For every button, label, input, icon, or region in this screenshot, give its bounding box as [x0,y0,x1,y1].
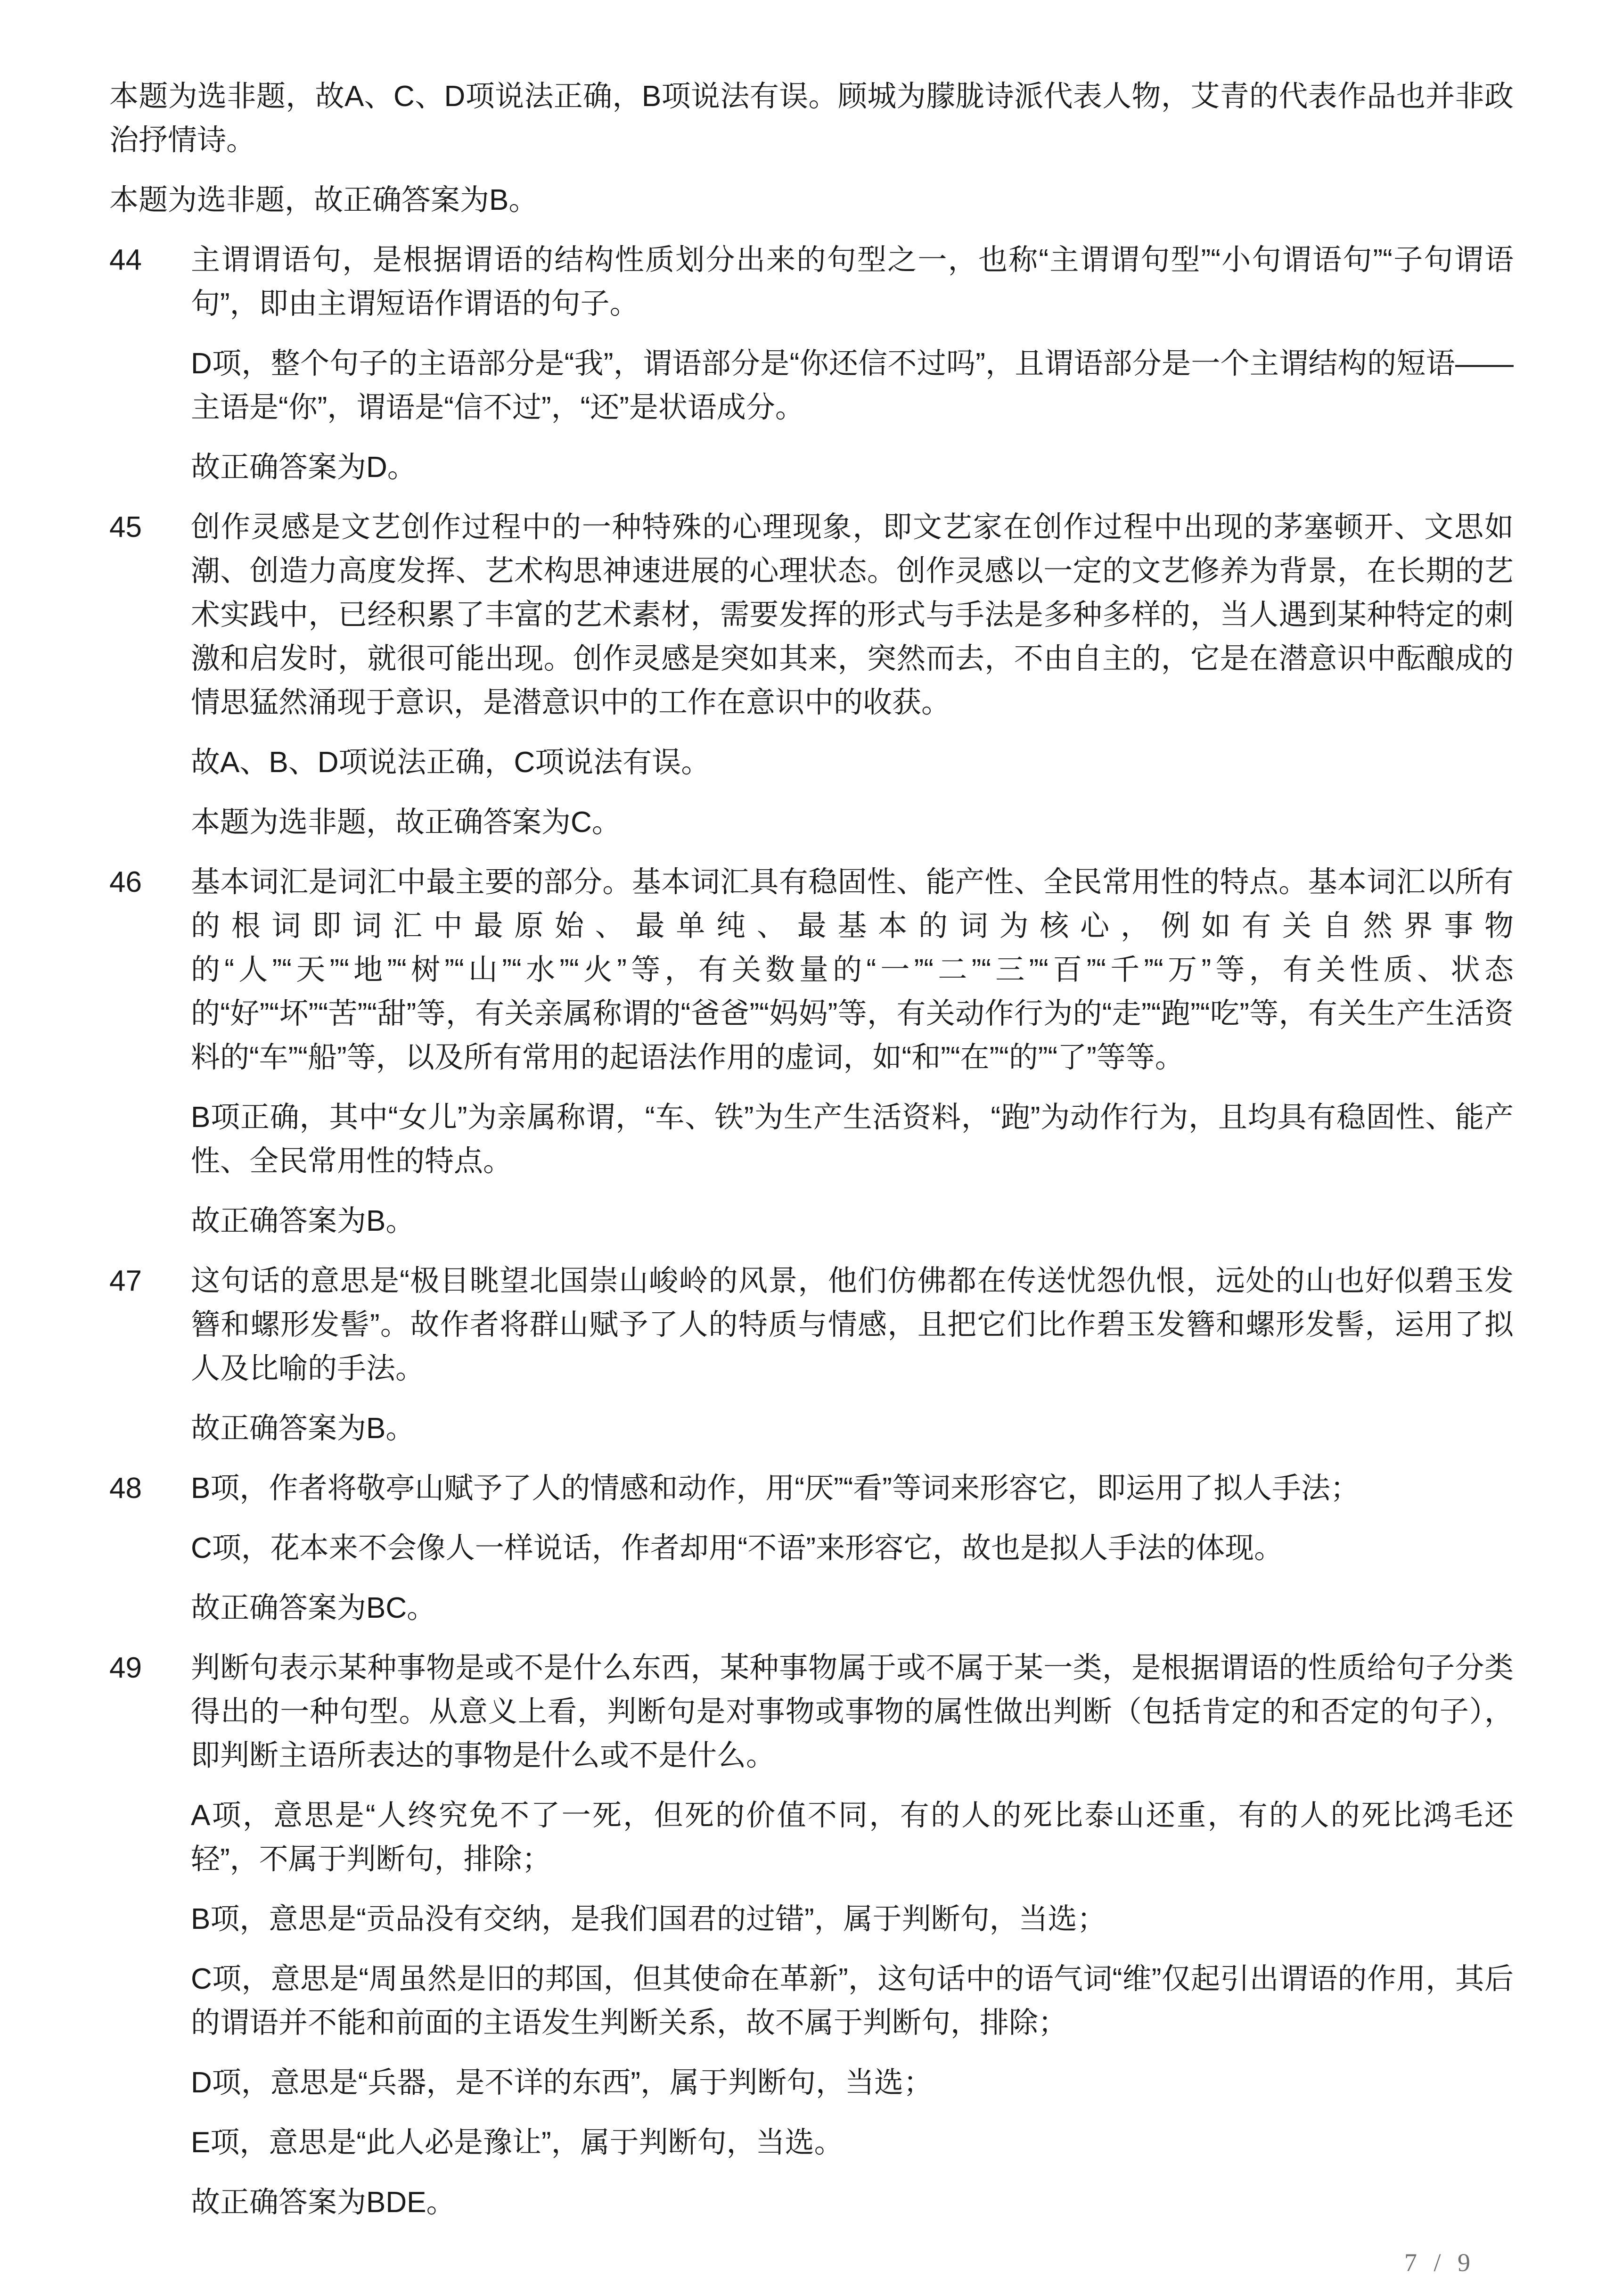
item-number: 45 [109,511,142,543]
explanation-paragraph: C项，花本来不会像人一样说话，作者却用“不语”来形容它，故也是拟人手法的体现。 [191,1532,1284,1564]
explanation-paragraph: A项，意思是“人终究免不了一死，但死的价值不同，有的人的死比泰山还重，有的人的死比鸿毛还轻”，不属于判断句，排除； [191,1799,1514,1876]
item-number: 49 [109,1652,142,1684]
answer-item-47 [109,1259,1514,1450]
answer-item-46 [109,860,1514,1243]
explanation-paragraph: B项，意思是“贡品没有交纳，是我们国君的过错”，属于判断句，当选； [191,1903,1106,1935]
intro-paragraph: 本题为选非题，故正确答案为B。 [109,184,538,216]
answer-line: 故正确答案为B。 [191,1205,415,1237]
explanation-paragraph: D项，意思是“兵器，是不详的东西”，属于判断句，当选； [191,2066,933,2099]
item-number: 47 [109,1265,142,1297]
answer-line: 故正确答案为BDE。 [191,2186,456,2219]
item-number: 46 [109,866,142,898]
explanation-paragraph: 故A、B、D项说法正确，C项说法有误。 [191,746,711,779]
explanation-paragraph: 主谓谓语句，是根据谓语的结构性质划分出来的句型之一，也称“主谓谓句型”“小句谓语句”“子句谓语句”，即由主谓短语作谓语的句子。 [191,244,1514,320]
answer-item-44 [109,238,1514,489]
explanation-paragraph: 判断句表示某种事物是或不是什么东西，某种事物属于或不属于某一类，是根据谓语的性质给句子分类得出的一种句型。从意义上看，判断句是对事物或事物的属性做出判断（包括肯定的和否定的句子），即判断主语所表达的事物是什么或不是什么。 [191,1652,1514,1772]
explanation-paragraph: 创作灵感是文艺创作过程中的一种特殊的心理现象，即文艺家在创作过程中出现的茅塞顿开、文思如潮、创造力高度发挥、艺术构思神速进展的心理状态。创作灵感以一定的文艺修养为背景，在长期的艺术实践中，已经积累了丰富的艺术素材，需要发挥的形式与手法是多种多样的，当人遇到某种特定的刺激和启发时，就很可能出现。创作灵感是突如其来，突然而去，不由自主的，它是在潜意识中酝酿成的情思猛然涌现于意识，是潜意识中的工作在意识中的收获。 [191,511,1514,719]
item-number: 44 [109,244,142,276]
intro-paragraph: 本题为选非题，故A、C、D项说法正确，B项说法有误。顾城为朦胧诗派代表人物，艾青的代表作品也并非政治抒情诗。 [109,80,1514,156]
answer-line: 本题为选非题，故正确答案为C。 [191,806,621,839]
explanation-paragraph: B项，作者将敬亭山赋予了人的情感和动作，用“厌”“看”等词来形容它，即运用了拟人手法； [191,1472,1360,1505]
answer-item-45 [109,505,1514,844]
item-number: 48 [109,1472,142,1505]
explanation-paragraph: 这句话的意思是“极目眺望北国崇山峻岭的风景，他们仿佛都在传送忧怨仇恨，远处的山也好似碧玉发簪和螺形发髻”。故作者将群山赋予了人的特质与情感，且把它们比作碧玉发簪和螺形发髻，运用了拟人及比喻的手法。 [191,1265,1514,1385]
answer-line: 故正确答案为B。 [191,1412,415,1445]
answer-item-48 [109,1466,1514,1630]
explanation-paragraph: C项，意思是“周虽然是旧的邦国，但其使命在革新”，这句话中的语气词“维”仅起引出谓语的作用，其后的谓语并不能和前面的主语发生判断关系，故不属于判断句，排除； [191,1963,1514,2039]
explanation-paragraph: B项正确，其中“女儿”为亲属称谓，“车、铁”为生产生活资料，“跑”为动作行为，且均具有稳固性、能产性、全民常用性的特点。 [191,1101,1514,1177]
answer-line: 故正确答案为D。 [191,451,417,484]
page-content [109,74,1514,2240]
page-indicator: 7 / 9 [1404,2248,1470,2277]
answer-line: 故正确答案为BC。 [191,1592,436,1624]
explanation-paragraph: 基本词汇是词汇中最主要的部分。基本词汇具有稳固性、能产性、全民常用性的特点。基本词汇以所有的根词即词汇中最原始、最单纯、最基本的词为核心，例如有关自然界事物的“人”“天”“地”“树”“山”“水”“火”等，有关数量的“一”“二”“三”“百”“千”“万”等，有关性质、状态的“好”“坏”“苦”“甜”等，有关亲属称谓的“爸爸”“妈妈”等，有关动作行为的“走”“跑”“吃”等，有关生产生活资料的“车”“船”等，以及所有常用的起语法作用的虚词，如“和”“在”“的”“了”等等。 [191,866,1514,1074]
explanation-paragraph: E项，意思是“此人必是豫让”，属于判断句，当选。 [191,2126,844,2159]
answer-item-49 [109,1646,1514,2224]
explanation-paragraph: D项，整个句子的主语部分是“我”，谓语部分是“你还信不过吗”，且谓语部分是一个主谓结构的短语——主语是“你”，谓语是“信不过”，“还”是状语成分。 [191,347,1514,424]
